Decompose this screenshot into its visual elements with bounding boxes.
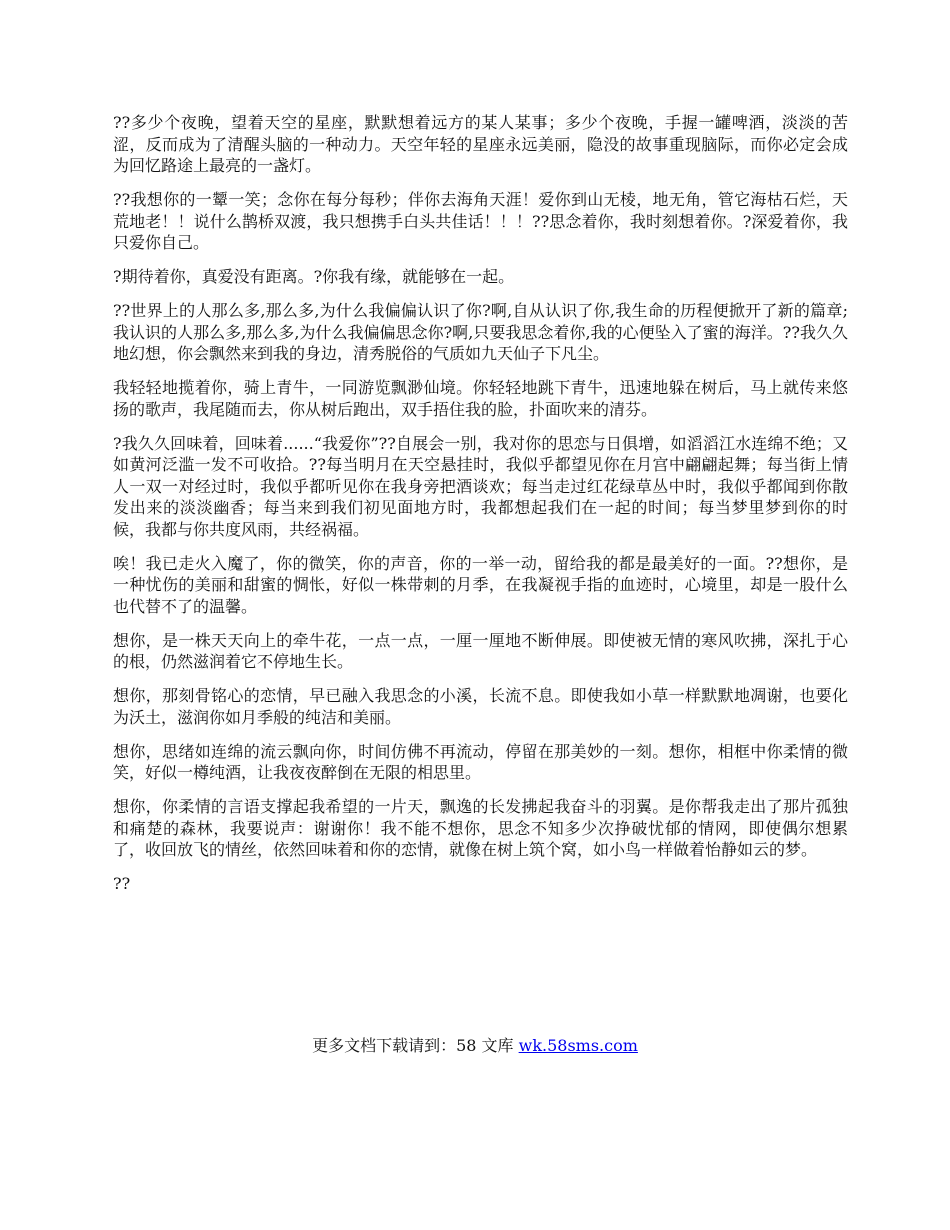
document-body bbox=[113, 112, 848, 907]
paragraph-11: 想你，你柔情的言语支撑起我希望的一片天，飘逸的长发拂起我奋斗的羽翼。是你帮我走出了那片孤独和痛楚的森林，我要说声：谢谢你！我不能不想你，思念不知多少次挣破忧郁的情网，即使偶尔想累了，收回放飞的情丝，依然回味着和你的恋情，就像在树上筑个窝，如小鸟一样做着怡静如云的梦。 bbox=[113, 797, 848, 859]
paragraph-1: ??多少个夜晚，望着天空的星座，默默想着远方的某人某事；多少个夜晚，手握一罐啤酒，淡淡的苦涩，反而成为了清醒头脑的一种动力。天空年轻的星座永远美丽，隐没的故事重现脑际，而你必定会成为回忆路途上最亮的一盏灯。 bbox=[113, 113, 848, 175]
paragraph-5: 我轻轻地揽着你，骑上青牛，一同游览飘渺仙境。你轻轻地跳下青牛，迅速地躲在树后，马上就传来悠扬的歌声，我尾随而去，你从树后跑出，双手捂住我的脸，扑面吹来的清芬。 bbox=[113, 378, 848, 419]
paragraph-2: ??我想你的一颦一笑；念你在每分每秒；伴你去海角天涯！爱你到山无棱，地无角，管它海枯石烂，天荒地老！！说什么鹊桥双渡，我只想携手白头共佳话！！！??思念着你，我时刻想着你。?深爱着你，我只爱你自己。 bbox=[113, 190, 848, 252]
paragraph-3: ?期待着你，真爱没有距离。?你我有缘，就能够在一起。 bbox=[113, 267, 515, 286]
paragraph-6: ?我久久回味着，回味着......“我爱你”??自展会一别，我对你的思恋与日俱增，如滔滔江水连绵不绝；又如黄河泛滥一发不可收拾。??每当明月在天空悬挂时，我似乎都望见你在月宫中翩翩起舞；每当街上情人一双一对经过时，我似乎都听见你在我身旁把酒谈欢；每当走过红花绿草丛中时，我似乎都闻到你散发出来的淡淡幽香；每当来到我们初见面地方时，我都想起我们在一起的时间；每当梦里梦到你的时候，我都与你共度风雨，共经祸福。 bbox=[113, 433, 848, 539]
paragraph-10: 想你，思绪如连绵的流云飘向你，时间仿佛不再流动，停留在那美妙的一刻。想你，相框中你柔情的微笑，好似一樽纯酒，让我夜夜醉倒在无限的相思里。 bbox=[113, 741, 848, 782]
paragraph-12: ?? bbox=[113, 874, 131, 893]
footer-text: 更多文档下载请到：58 文库 bbox=[312, 1036, 519, 1055]
paragraph-9: 想你，那刻骨铭心的恋情，早已融入我思念的小溪，长流不息。即使我如小草一样默默地凋谢，也要化为沃土，滋润你如月季般的纯洁和美丽。 bbox=[113, 686, 848, 727]
paragraph-8: 想你，是一株天天向上的牵牛花，一点一点，一厘一厘地不断伸展。即使被无情的寒风吹拂，深扎于心的根，仍然滋润着它不停地生长。 bbox=[113, 630, 848, 671]
download-footer bbox=[0, 1035, 950, 1057]
paragraph-7: 唉！我已走火入魔了，你的微笑，你的声音，你的一举一动，留给我的都是最美好的一面。??想你，是一种忧伤的美丽和甜蜜的惆怅，好似一株带刺的月季，在我凝视手指的血迹时，心境里，却是一股什么也代替不了的温馨。 bbox=[113, 553, 848, 616]
paragraph-4: ??世界上的人那么多,那么多,为什么我偏偏认识了你?啊,自从认识了你,我生命的历程便掀开了新的篇章;我认识的人那么多,那么多,为什么我偏偏思念你?啊,只要我思念着你,我的心便坠入了蜜的海洋。??我久久地幻想，你会飘然来到我的身边，清秀脱俗的气质如九天仙子下凡尘。 bbox=[113, 301, 848, 363]
footer-link[interactable]: wk.58sms.com bbox=[518, 1036, 638, 1055]
